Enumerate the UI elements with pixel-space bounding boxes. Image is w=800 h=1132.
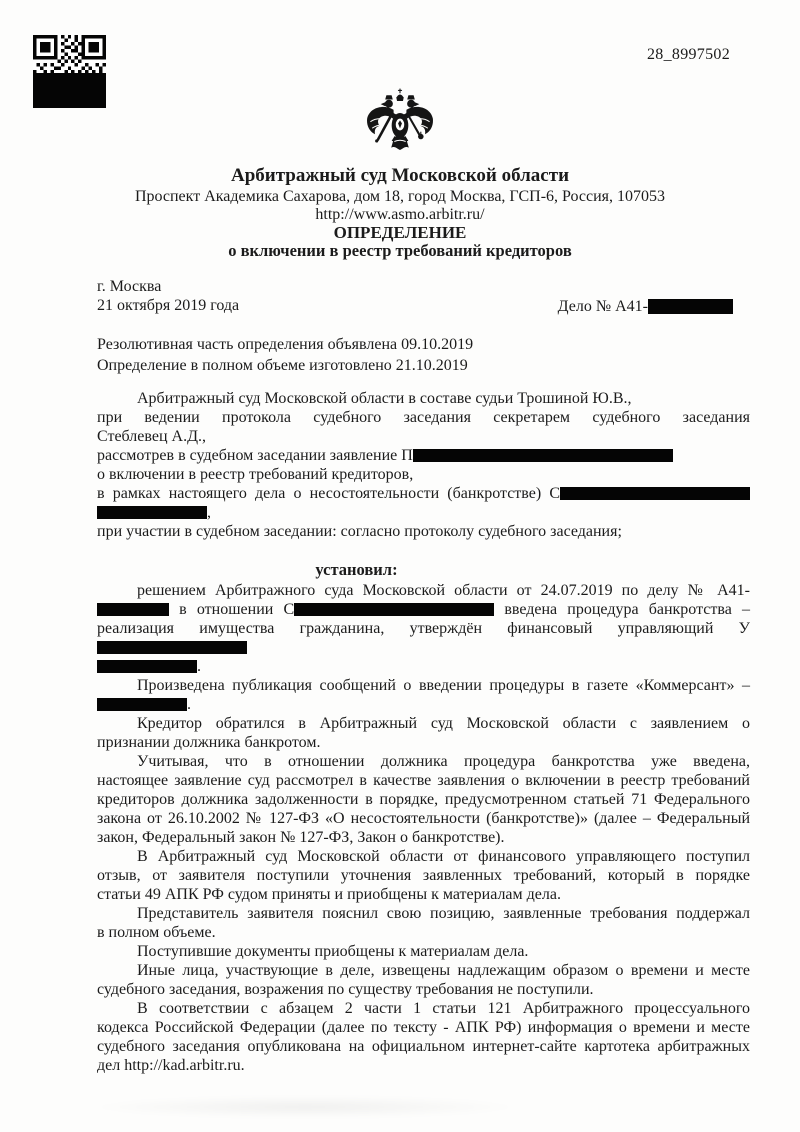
text-segment: о включении в реестр требований кредиторов, (97, 466, 414, 483)
redaction-bar (294, 603, 494, 616)
text-segment: Стеблевец А.Д., (97, 428, 206, 445)
text-segment: в отношении С (169, 601, 295, 618)
redaction-bar (97, 506, 207, 519)
document-line (97, 866, 750, 885)
document-line (97, 1018, 750, 1037)
text-segment: кредиторов должника задолженности в порядке, предусмотренном статьей 71 Федерального (97, 791, 750, 808)
text-segment: введена процедура банкротства – (494, 601, 750, 618)
text-segment: при участии в судебном заседании: согласно протоколу судебного заседания; (97, 523, 622, 540)
resolutive-block (97, 334, 750, 376)
text-segment: в полном объеме. (97, 924, 216, 941)
redaction-bar (413, 449, 673, 462)
document-line (97, 427, 750, 446)
text-segment: , (207, 504, 211, 521)
document-number: 28_8997502 (647, 46, 730, 63)
document-line (97, 752, 750, 771)
document-line (97, 809, 750, 828)
document-line (97, 465, 750, 484)
document-line (97, 389, 750, 408)
text-segment: настоящее заявление суд рассмотрел в качестве заявления о включении в реестр требований (97, 772, 750, 789)
case-meta (97, 277, 750, 376)
text-segment: признании должника банкротом. (97, 734, 321, 751)
document-line (97, 657, 750, 676)
document-line (97, 904, 750, 923)
document-line (97, 522, 750, 541)
text-segment: закона от 26.10.2002 № 127-ФЗ «О несостоятельности (банкротстве)» (далее – Федеральный (97, 810, 750, 827)
document-line (97, 408, 750, 427)
document-header (0, 87, 800, 260)
document-line (97, 885, 750, 904)
document-line (97, 619, 750, 657)
document-subtitle: о включении в реестр требований кредиторов (228, 241, 572, 260)
document-line (97, 942, 750, 961)
document-line (97, 676, 750, 695)
court-website: http://www.asmo.arbitr.ru/ (315, 206, 485, 223)
text-segment: решением Арбитражного суда Московской области от 24.07.2019 по делу № А41- (137, 582, 750, 599)
case-number (558, 296, 750, 316)
document-line (97, 771, 750, 790)
text-segment: Иные лица, участвующие в деле, извещены надлежащим образом о времени и месте (137, 962, 750, 979)
document-line (97, 1037, 750, 1056)
document-line (97, 503, 750, 522)
redaction-bar (560, 487, 750, 500)
document-line (97, 484, 750, 503)
document-line (97, 581, 750, 600)
text-segment: отзыв, от заявителя поступили уточнения заявленных требований, который в порядке (97, 867, 750, 884)
text-segment: Представитель заявителя пояснил свою позицию, заявленные требования поддержал (137, 905, 750, 922)
text-segment: кодекса Российской Федерации (далее по тексту - АПК РФ) информация о времени и месте (97, 1019, 750, 1036)
text-segment: дел http://kad.arbitr.ru. (97, 1057, 245, 1074)
hearing-date: 21 октября 2019 года (97, 297, 240, 314)
text-segment: закон, Федеральный закон № 127-ФЗ, Закон о банкротстве). (97, 829, 505, 846)
document-line (97, 600, 750, 619)
document-line (97, 714, 750, 733)
text-segment: судебного заседания опубликована на официальном интернет-сайте картотека арбитражных (97, 1038, 750, 1055)
text-segment: . (187, 696, 191, 713)
document-line (97, 980, 750, 999)
court-address: Проспект Академика Сахарова, дом 18, город Москва, ГСП-6, Россия, 107053 (134, 188, 666, 205)
text-segment: рассмотрев в судебном заседании заявление П (97, 447, 413, 464)
document-title: ОПРЕДЕЛЕНИЕ (333, 223, 467, 242)
court-name: Арбитражный суд Московской области (230, 165, 570, 186)
coat-of-arms-icon (363, 87, 437, 162)
established-heading: установил: (315, 560, 398, 579)
text-segment: статьи 49 АПК РФ судом приняты и приобщены к материалам дела. (97, 886, 561, 903)
city-label: г. Москва (97, 278, 162, 295)
document-line (97, 923, 750, 942)
date-case-row (97, 296, 750, 316)
document-line (97, 828, 750, 847)
case-number-label: Дело № А41- (557, 298, 648, 315)
resolutive-made: Определение в полном объеме изготовлено 21.10.2019 (97, 357, 468, 374)
resolutive-announced: Резолютивная часть определения объявлена 09.10.2019 (97, 336, 474, 353)
redaction-bar (97, 698, 187, 711)
text-segment: в рамках настоящего дела о несостоятельности (банкротстве) С (97, 485, 560, 502)
text-segment: В Арбитражный суд Московской области от финансового управляющего поступил (137, 848, 750, 865)
document-line (97, 1056, 750, 1075)
document-line (97, 695, 750, 714)
intro-lines (97, 389, 750, 541)
document-line (97, 790, 750, 809)
text-segment: Произведена публикация сообщений о введении процедуры в газете «Коммерсант» – (137, 677, 750, 694)
scan-smudge (90, 1096, 520, 1118)
qr-code-icon (33, 35, 106, 108)
redaction-bar (97, 603, 169, 616)
text-segment: при ведении протокола судебного заседания секретарем судебного заседания (97, 409, 750, 426)
text-segment: В соответствии с абзацем 2 части 1 статьи 121 Арбитражного процессуального (137, 1000, 750, 1017)
document-line (97, 961, 750, 980)
case-number-redaction-bar (648, 299, 733, 314)
text-segment: Учитывая, что в отношении должника процедура банкротства уже введена, (137, 753, 750, 770)
document-line (97, 999, 750, 1018)
text-segment: Поступившие документы приобщены к материалам дела. (137, 943, 529, 960)
text-segment: реализация имущества гражданина, утверждён финансовый управляющий У (97, 620, 750, 637)
text-segment: Арбитражный суд Московской области в составе судьи Трошиной Ю.В., (137, 390, 632, 407)
redaction-bar (97, 660, 197, 673)
established-lines (97, 581, 750, 1075)
document-line (97, 446, 750, 465)
text-segment: Кредитор обратился в Арбитражный суд Московской области с заявлением о (137, 715, 750, 732)
document-line (97, 847, 750, 866)
redaction-bar (97, 641, 247, 654)
text-segment: судебного заседания, возражения по существу требования не поступили. (97, 981, 594, 998)
text-segment: . (197, 658, 201, 675)
document-line (97, 733, 750, 752)
